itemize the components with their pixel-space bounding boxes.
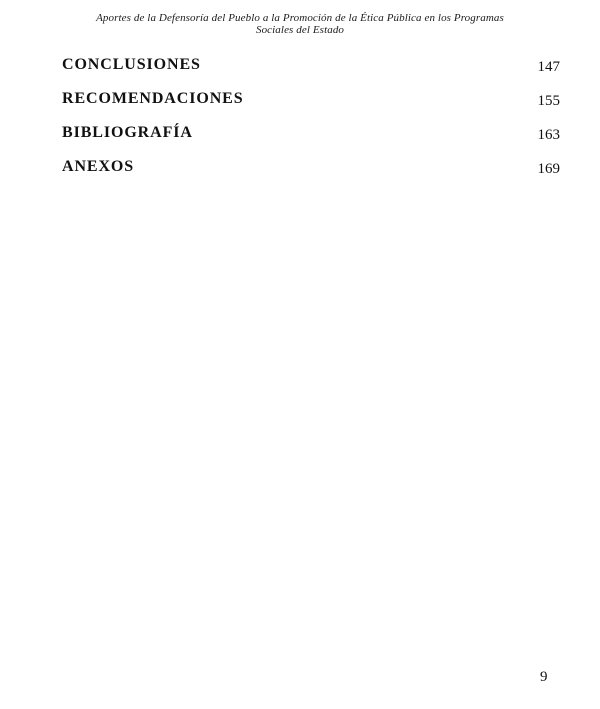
toc-entry-title: RECOMENDACIONES (62, 90, 244, 107)
toc-entry-page: 147 (537, 59, 560, 75)
toc-entry-page: 169 (537, 161, 560, 177)
toc-entry-conclusiones (62, 56, 560, 90)
running-header (40, 12, 560, 36)
table-of-contents (62, 56, 560, 192)
running-header-line-1: Aportes de la Defensoría del Pueblo a la Promoción de la Ética Pública en los Programas (96, 12, 504, 24)
toc-entry-title: BIBLIOGRAFÍA (62, 124, 193, 141)
toc-entry-title: CONCLUSIONES (62, 56, 201, 73)
running-header-line-2: Sociales del Estado (255, 24, 345, 36)
page-number: 9 (540, 669, 548, 685)
toc-entry-bibliografia (62, 124, 560, 158)
toc-entry-anexos (62, 158, 560, 192)
toc-entry-page: 163 (537, 127, 560, 143)
toc-entry-page: 155 (537, 93, 560, 109)
toc-entry-recomendaciones (62, 90, 560, 124)
toc-entry-title: ANEXOS (62, 158, 135, 175)
